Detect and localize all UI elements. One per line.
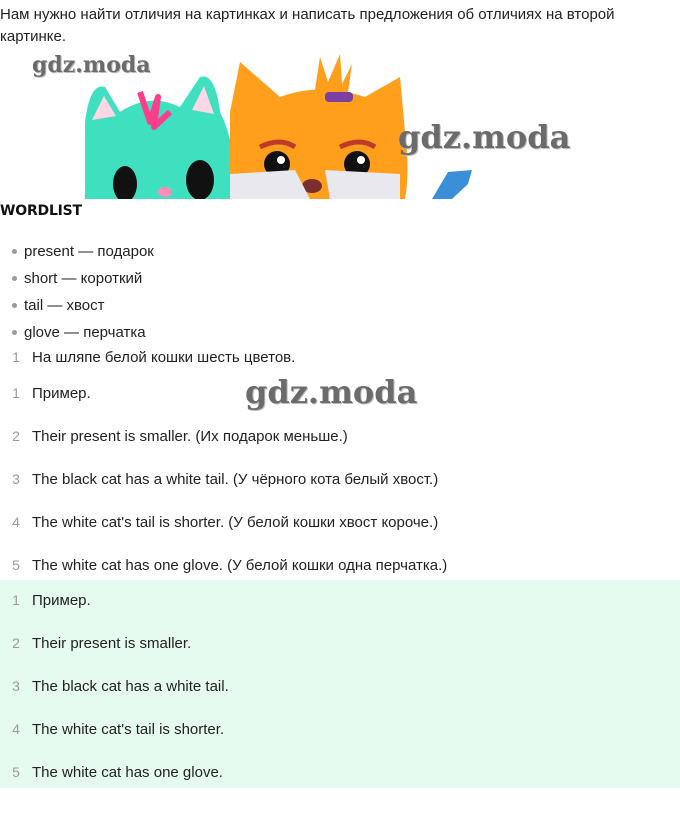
wordlist-heading: WORDLIST (0, 203, 82, 219)
answer-row: 2 Their present is smaller. (12, 634, 192, 652)
wordlist (12, 238, 154, 346)
bullet-icon (12, 249, 17, 254)
bullet-icon (12, 330, 17, 335)
list-item: short — короткий (12, 265, 154, 292)
task-row: 1 Пример. (12, 384, 91, 402)
list-item: present — подарок (12, 238, 154, 265)
task-row: 3 The black cat has a white tail. (У чёрного кота белый хвост.) (12, 470, 439, 488)
task-row: 5 The white cat has one glove. (У белой кошки одна перчатка.) (12, 556, 448, 574)
answer-row: 5 The white cat has one glove. (12, 763, 223, 781)
watermark: gdz.moda (398, 118, 571, 156)
paw-icon (432, 170, 472, 199)
list-item: tail — хвост (12, 292, 154, 319)
mint-cat-icon (85, 76, 233, 199)
orange-fox-icon (230, 54, 408, 199)
task-row: 1 На шляпе белой кошки шесть цветов. (12, 348, 296, 366)
task-instruction: Нам нужно найти отличия на картинках и написать предложения об отличиях на второй картинке. (0, 6, 615, 45)
watermark: gdz.moda (32, 52, 151, 78)
answer-row: 1 Пример. (12, 591, 91, 609)
task-row: 2 Their present is smaller. (Их подарок меньше.) (12, 427, 348, 445)
bullet-icon (12, 276, 17, 281)
task-row: 4 The white cat's tail is shorter. (У белой кошки хвост короче.) (12, 513, 439, 531)
bullet-icon (12, 303, 17, 308)
watermark: gdz.moda (245, 373, 418, 411)
answer-row: 4 The white cat's tail is shorter. (12, 720, 225, 738)
list-item: glove — перчатка (12, 319, 154, 346)
answer-row: 3 The black cat has a white tail. (12, 677, 229, 695)
